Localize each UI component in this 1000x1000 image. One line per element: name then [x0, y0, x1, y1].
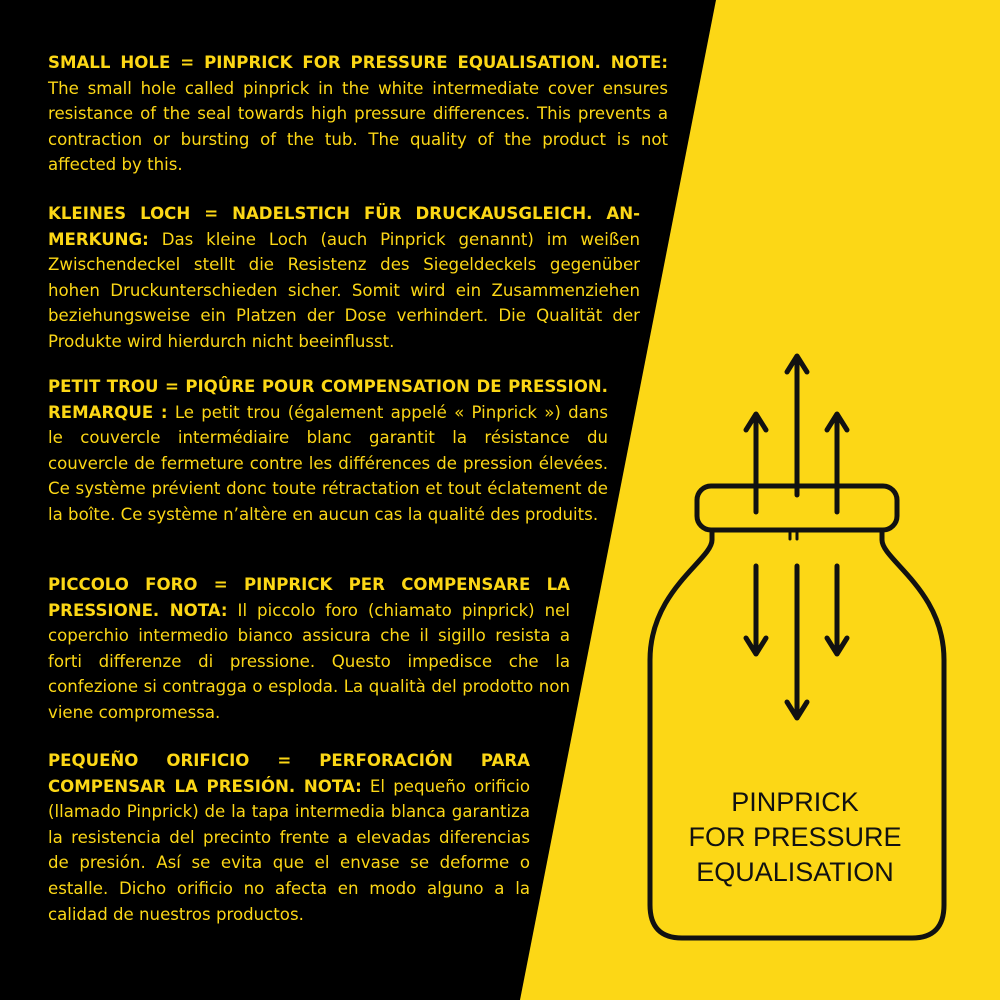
jar-label-line-3: EQUALISATION	[696, 857, 894, 887]
note-spanish	[48, 748, 530, 927]
note-german	[48, 201, 640, 355]
note-french-heading: PETIT TROU = PIQÛRE POUR COMPENSATION DE PRESSION. REMARQUE :	[48, 377, 608, 422]
note-italian-heading: PICCOLO FORO = PINPRICK PER COMPENSARE LA PRESSIONE. NOTA:	[48, 575, 570, 620]
note-german-heading: KLEINES LOCH = NADELSTICH FÜR DRUCKAUSGLEICH. ANMERKUNG:	[48, 204, 640, 249]
jar-label-line-1: PINPRICK	[731, 787, 859, 817]
note-french	[48, 374, 608, 528]
note-spanish-heading: PEQUEÑO ORIFICIO = PERFORACIÓN PARA COMPENSAR LA PRESIÓN. NOTA:	[48, 751, 530, 796]
note-spanish-body: El pequeño orificio (llamado Pinprick) de la tapa intermedia blanca garantiza la resistencia del precinto frente a elevadas diferencias de presión. Así se evita que el envase se deforme o estalle. Dicho orificio no afecta en modo alguno a la calidad de nuestros productos.	[48, 776, 530, 924]
note-english-body: The small hole called pinprick in the white intermediate cover ensures resistance of the seal towards high pressure differences. This prevents a contraction or bursting of the tub. The quality of the product is not affected by this.	[48, 78, 668, 175]
note-italian	[48, 572, 570, 726]
note-german-body: Das kleine Loch (auch Pinprick genannt) im weißen Zwischendeckel stellt die Resistenz des Siegeldeckels gegenüber hohen Druckunterschieden sicher. Somit wird ein Zusammenziehen beziehungsweise ein Platzen der Dose verhindert. Die Qualität der Produkte wird hierdurch nicht beeinflusst.	[48, 229, 641, 351]
note-english	[48, 50, 668, 178]
jar-label-line-2: FOR PRESSURE	[688, 822, 902, 852]
note-french-body: Le petit trou (également appelé « Pinprick ») dans le couvercle intermédiaire blanc garantit la résistance du couvercle de fermeture contre les différences de pression élevées. Ce système prévient donc toute rétractation et tout éclatement de la boîte. Ce système n’altère en aucun cas la qualité des produits.	[48, 402, 608, 524]
jar-label	[680, 785, 910, 890]
note-italian-body: Il piccolo foro (chiamato pinprick) nel coperchio intermedio bianco assicura che il sigillo resista a forti differenze di pressione. Questo impedisce che la confezione si contragga o esploda. La qualità del prodotto non viene compromessa.	[48, 600, 570, 722]
note-english-heading: SMALL HOLE = PINPRICK FOR PRESSURE EQUALISATION. NOTE:	[48, 53, 668, 72]
